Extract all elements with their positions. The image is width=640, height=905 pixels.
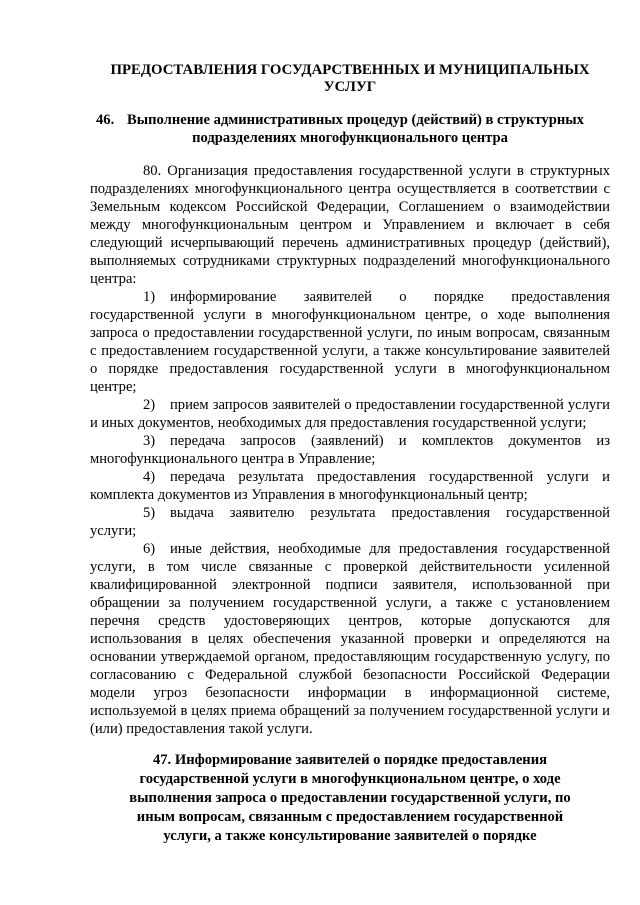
section-47-line-5: услуги, а также консультирование заявителей о порядке (163, 828, 537, 844)
list-item-number: 4) (143, 469, 156, 485)
list-item-text: иные действия, необходимые для предоставления государственной услуги, в том числе связанные с проверкой действительности усиленной квалифицированной электронной подписи заявителя, использованной при обращении за получением государственной услуги, а также с установлением перечня средств удостоверяющих центров, которые допускаются для использования в целях обеспечения указанной проверки и определяются на основании утверждаемой органом, предоставляющим государственную услугу, по согласованию с Федеральной службой безопасности Российской Федерации модели угроз безопасности информации в информационной системе, используемой в целях приема обращений за получением государственной услуги и (или) предоставления такой услуги. (90, 541, 610, 737)
list-item-text: прием запросов заявителей о предоставлении государственной услуги и иных документов, необходимых для предоставления государственной услуги; (90, 397, 610, 431)
section-46-heading (90, 111, 610, 147)
list-item-text: выдача заявителю результата предоставления государственной услуги; (90, 505, 610, 539)
section-47-heading (90, 751, 610, 846)
list-item-number: 2) (143, 397, 156, 413)
section-46-body (90, 162, 610, 738)
list-item (90, 396, 610, 432)
paragraph-80: 80. Организация предоставления государственной услуги в структурных подразделениях многофункционального центра осуществляется в соответствии с Земельным кодексом Российской Федерации, Соглашением о взаимодействии между многофункциональным центром и Управлением и включает в себя следующий исчерпывающий перечень административных процедур (действий), выполняемых сотрудниками структурных подразделений многофункционального центра: (90, 163, 610, 287)
section-47-line-1: 47. Информирование заявителей о порядке предоставления (152, 752, 548, 768)
section-46-title-line-1: Выполнение административных процедур (действий) в структурных (127, 112, 584, 128)
list-item (90, 288, 610, 396)
list-item-text: передача результата предоставления государственной услуги и комплекта документов из Управления в многофункциональный центр; (90, 469, 610, 503)
list-item-number: 1) (143, 289, 156, 305)
list-item (90, 504, 610, 540)
page-heading (90, 62, 610, 96)
section-47-line-2: государственной услуги в многофункциональном центре, о ходе (139, 771, 561, 787)
list-item-text: передача запросов (заявлений) и комплектов документов из многофункционального центра в Управление; (90, 433, 610, 467)
list-item-number: 6) (143, 541, 156, 557)
heading-line-2: УСЛУГ (323, 79, 377, 95)
list-item-text: информирование заявителей о порядке предоставления государственной услуги в многофункциональном центре, о ходе выполнения запроса о предоставлении государственной услуги, по иным вопросам, связанным с предоставлением государственной услуги, а также консультирование заявителей о порядке предоставления государственной услуги в многофункциональном центре; (90, 289, 610, 395)
section-47-line-4: иным вопросам, связанным с предоставлением государственной (136, 809, 564, 825)
list-item-number: 5) (143, 505, 156, 521)
list-item (90, 468, 610, 504)
section-46-number: 46. (96, 112, 115, 128)
list-item (90, 432, 610, 468)
list-item-number: 3) (143, 433, 156, 449)
section-46-title-line-2: подразделениях многофункционального центра (192, 130, 508, 146)
section-47-line-3: выполнения запроса о предоставлении государственной услуги, по (129, 790, 571, 806)
heading-line-1: ПРЕДОСТАВЛЕНИЯ ГОСУДАРСТВЕННЫХ И МУНИЦИПАЛЬНЫХ (110, 62, 590, 78)
list-item (90, 540, 610, 738)
